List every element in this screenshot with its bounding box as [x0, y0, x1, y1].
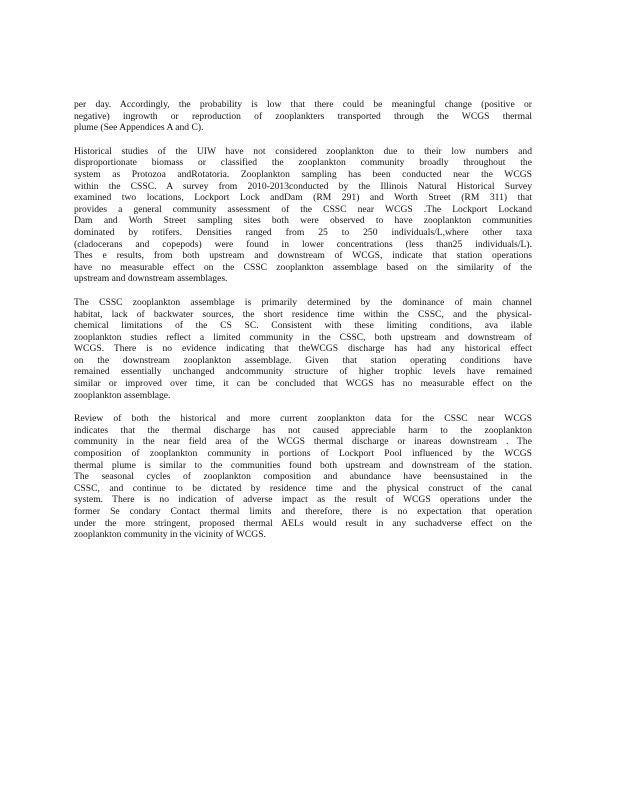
paragraph-3	[74, 297, 532, 401]
text-line: indicates that the thermal discharge has not caused appreciable harm to the zooplankton	[74, 424, 532, 436]
text-line: Review of both the historical and more current zooplankton data for the CSSC near WCGS	[74, 413, 532, 425]
text-line: on the downstream zooplankton assemblage. Given that station operating conditions have	[74, 354, 532, 366]
text-line: The seasonal cycles of zooplankton composition and abundance have beensustained in the	[74, 471, 532, 483]
text-line: Dam and Worth Street sampling sites both were observed to have zooplankton communities	[74, 215, 532, 227]
text-line: habitat, lack of backwater sources, the short residence time within the CSSC, and the physical-	[74, 308, 532, 320]
text-line: community in the near field area of the WCGS thermal discharge or inareas downstream . The	[74, 436, 532, 448]
paragraph-4	[74, 413, 532, 541]
text-line: per day. Accordingly, the probability is low that there could be meaningful change (positive or	[74, 99, 532, 110]
document-body	[74, 99, 532, 553]
paragraph-1	[74, 99, 532, 134]
text-line: zooplankton community in the vicinity of WCGS.	[74, 529, 266, 541]
text-line: zooplankton assemblage.	[74, 389, 171, 401]
text-line: Historical studies of the UIW have not considered zooplankton due to their low numbers and	[74, 145, 532, 157]
text-line: CSSC, and continue to be dictated by residence time and the physical construct of the canal	[74, 482, 532, 494]
text-line: similar or improved over time, it can be concluded that WCGS has no measurable effect on the	[74, 378, 532, 390]
text-line: examined two locations, Lockport Lock andDam (RM 291) and Worth Street (RM 311) that	[74, 192, 532, 204]
text-line: within the CSSC. A survey from 2010-2013conducted by the Illinois Natural Historical Survey	[74, 180, 532, 192]
text-line: disproportionate biomass or classified the zooplankton community broadly throughout the	[74, 157, 532, 169]
text-line: former Se condary Contact thermal limits and therefore, there is no expectation that operation	[74, 506, 532, 517]
text-line: thermal plume is similar to the communities found both upstream and downstream of the station.	[74, 459, 532, 471]
text-line: zooplankton studies reflect a limited community in the CSSC, both upstream and downstream of	[74, 331, 532, 343]
text-line: dominated by rotifers. Densities ranged from 25 to 250 individuals/L,where other taxa	[74, 226, 532, 238]
text-line: Thes e results, from both upstream and downstream of WCGS, indicate that station operations	[74, 250, 532, 262]
text-line: upstream and downstream assemblages.	[74, 273, 228, 285]
text-line: system. There is no indication of adverse impact as the result of WCGS operations under the	[74, 494, 532, 506]
text-line: The CSSC zooplankton assemblage is primarily determined by the dominance of main channel	[74, 296, 532, 308]
text-line: (cladocerans and copepods) were found in lower concentrations (less than25 individuals/L).	[74, 238, 532, 250]
text-line: negative) ingrowth or reproduction of zooplankters transported through the WCGS thermal	[74, 110, 532, 122]
text-line: WCGS. There is no evidence indicating that theWCGS discharge has had any historical effect	[74, 343, 532, 355]
text-line: plume (See Appendices A and C).	[74, 122, 204, 134]
paragraph-2	[74, 146, 532, 285]
text-line: provides a general community assessment of the CSSC near WCGS .The Lockport Lockand	[74, 203, 532, 215]
text-line: remained essentially unchanged andcommunity structure of higher trophic levels have remained	[74, 366, 532, 378]
text-line: have no measurable effect on the CSSC zooplankton assemblage based on the similarity of the	[74, 261, 532, 273]
text-line: system as Protozoa andRotatoria. Zooplankton sampling has been conducted near the WCGS	[74, 168, 532, 180]
text-line: composition of zooplankton community in portions of Lockport Pool influenced by the WCGS	[74, 448, 532, 460]
text-line: under the more stringent, proposed thermal AELs would result in any suchadverse effect on the	[74, 517, 532, 529]
text-line: chemical limitations of the CS SC. Consistent with these limiting conditions, ava ilable	[74, 320, 532, 332]
